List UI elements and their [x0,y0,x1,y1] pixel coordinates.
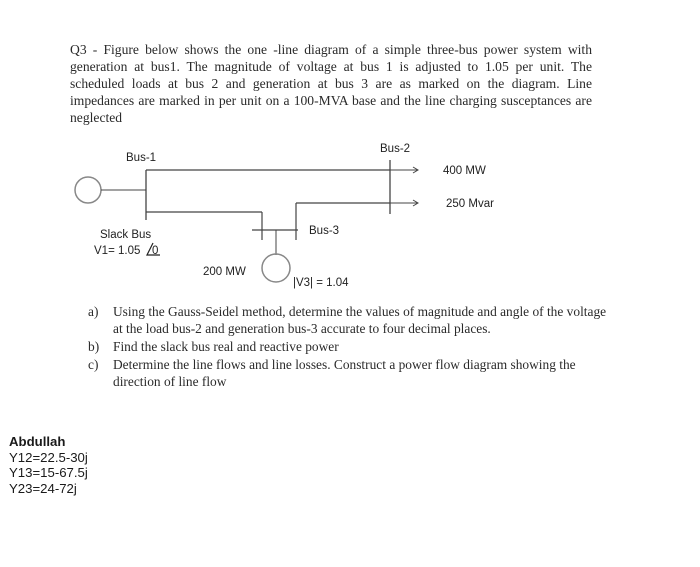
part-a-text: Using the Gauss-Seidel method, determine the values of magnitude and angle of the voltage at the load bus-2 and generation bus-3 accurate to four decimal places. [113,304,607,336]
admittance-y23: Y23=24-72j [9,480,77,496]
slack-bus-label: Slack Bus [100,229,152,241]
question-text: Q3 - Figure below shows the one -line diagram of a simple three-bus power system with generation at bus1. The magnitude of voltage at bus 1 is adjusted to 1.05 per unit. The scheduled loads at bus 2 and generation at bus 3 are as marked on the diagram. Line impedances are marked in per unit on a 100-MVA base and the line charging susceptances are neglected [70,42,592,125]
question-parts [88,303,608,391]
bus-1-label: Bus-1 [126,152,157,164]
v1-angle: 0 [152,245,159,257]
part-a-letter: a) [88,304,99,319]
part-b [88,338,608,355]
part-b-text: Find the slack bus real and reactive power [113,339,339,354]
student-notes [9,434,88,496]
admittance-y12: Y12=22.5-30j [9,449,88,465]
part-a [88,303,608,337]
v3-label: |V3| = 1.04 [293,277,349,289]
bus-3-label: Bus-3 [309,225,340,237]
part-c-letter: c) [88,357,99,372]
load-q-label: 250 Mvar [446,198,494,210]
bus-2-label: Bus-2 [380,143,411,155]
part-c-text: Determine the line flows and line losses. Construct a power flow diagram showing the direction of line flow [113,357,576,389]
student-name: Abdullah [9,434,66,449]
generator-1-icon [75,177,101,203]
generator-3-icon [262,254,290,282]
v1-label: V1= 1.05 [94,245,141,257]
admittance-y13: Y13=15-67.5j [9,465,88,481]
part-c [88,356,608,390]
load-p-label: 400 MW [443,165,486,177]
gen3-p-label: 200 MW [203,266,246,278]
part-b-letter: b) [88,339,100,354]
